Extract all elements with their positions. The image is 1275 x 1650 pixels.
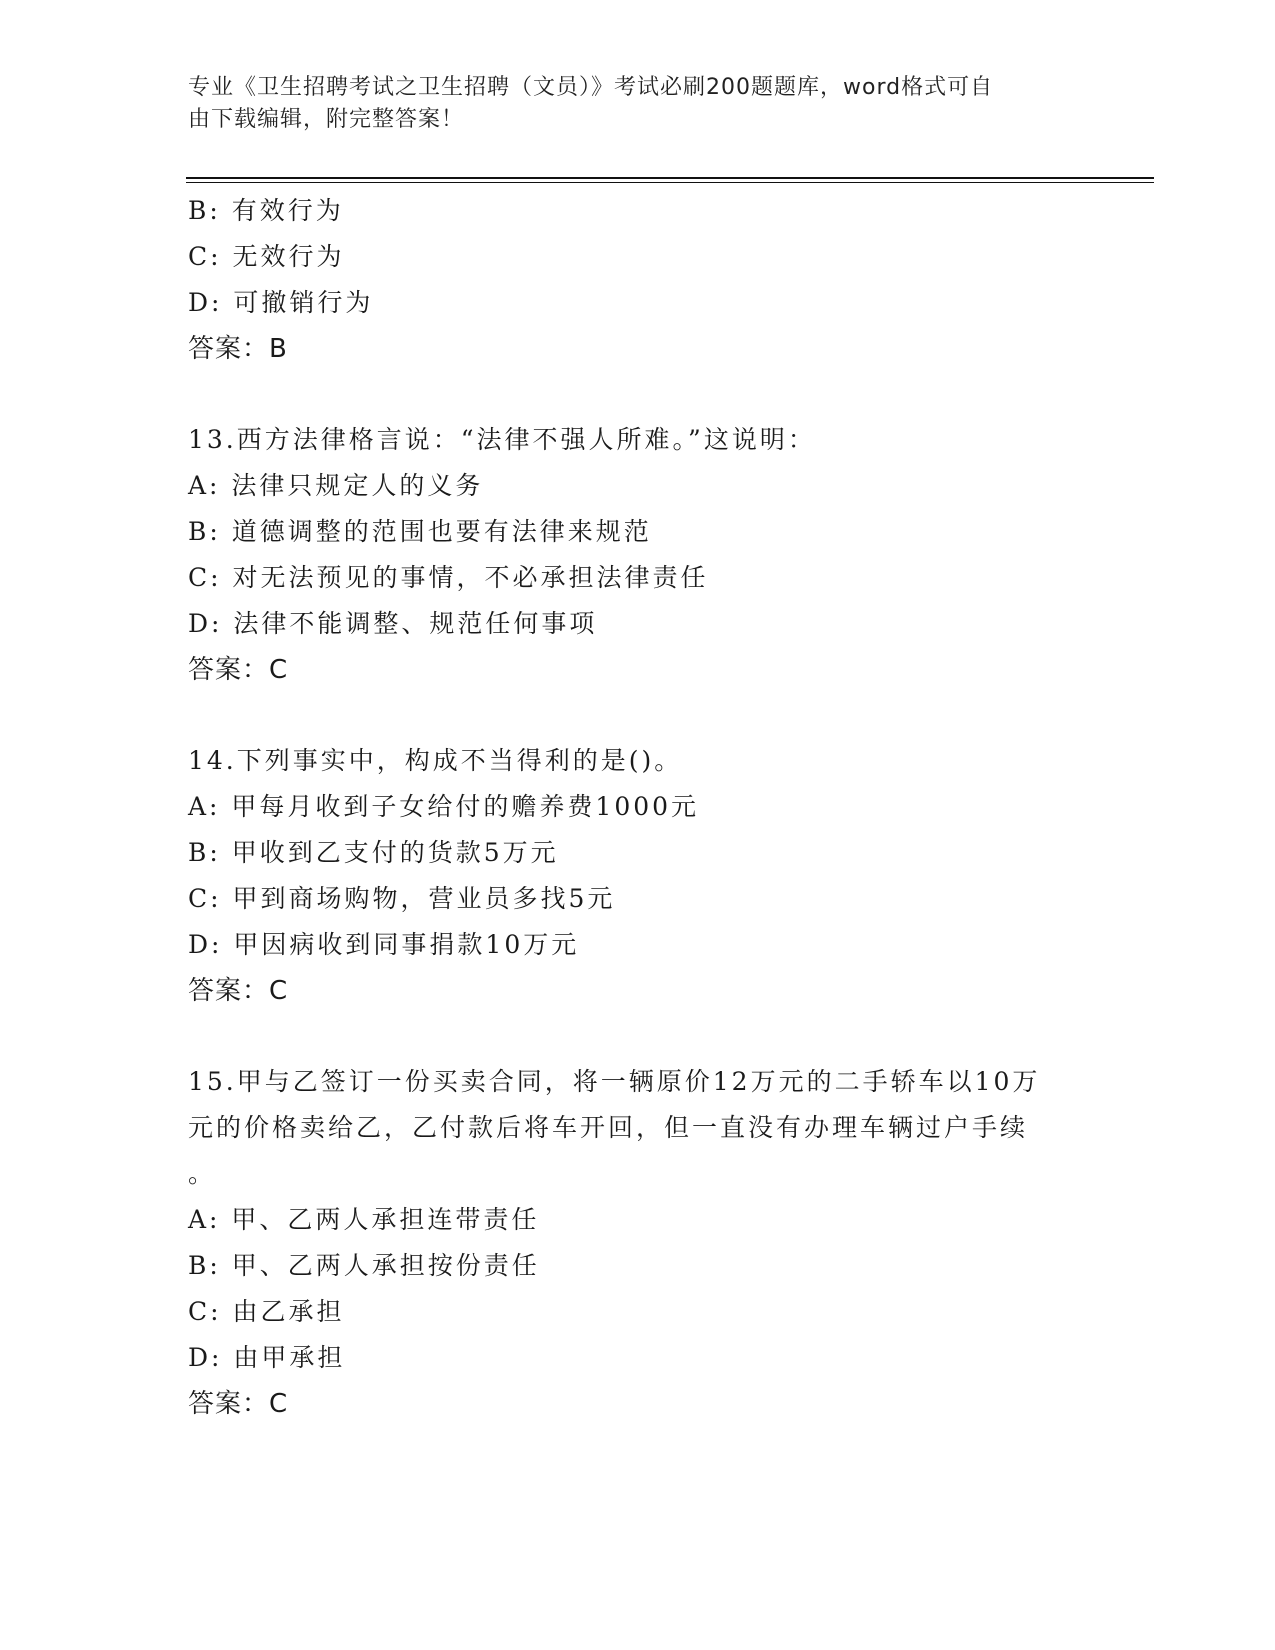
option-b: B: 甲收到乙支付的货款5万元 <box>188 838 559 867</box>
document-header <box>188 72 1068 136</box>
answer-line: 答案：C <box>188 976 289 1006</box>
question-13-block <box>188 417 1088 693</box>
header-rule-thick <box>186 177 1154 179</box>
question-12-block <box>188 188 1088 372</box>
answer-line: 答案：C <box>188 1389 289 1419</box>
option-d: D: 由甲承担 <box>188 1343 346 1372</box>
question-list <box>188 188 1088 1427</box>
option-b: B: 有效行为 <box>188 196 344 225</box>
header-line-1: 专业《卫生招聘考试之卫生招聘（文员）》考试必刷200题题库，word格式可自 <box>188 75 994 100</box>
question-text-line-3: 。 <box>188 1159 217 1188</box>
option-a: A: 法律只规定人的义务 <box>188 471 484 500</box>
question-spacer <box>188 693 1088 738</box>
question-spacer <box>188 1014 1088 1059</box>
question-15-block <box>188 1059 1088 1427</box>
option-a: A: 甲每月收到子女给付的赡养费1000元 <box>188 792 700 821</box>
option-b: B: 道德调整的范围也要有法律来规范 <box>188 517 652 546</box>
option-d: D: 法律不能调整、规范任何事项 <box>188 609 598 638</box>
question-text: 14.下列事实中，构成不当得利的是()。 <box>188 746 683 775</box>
option-b: B: 甲、乙两人承担按份责任 <box>188 1251 540 1280</box>
option-c: C: 甲到商场购物，营业员多找5元 <box>188 884 616 913</box>
question-text-line-1: 15.甲与乙签订一份买卖合同，将一辆原价12万元的二手轿车以10万 <box>188 1067 1041 1096</box>
option-c: C: 无效行为 <box>188 242 345 271</box>
option-a: A: 甲、乙两人承担连带责任 <box>188 1205 540 1234</box>
answer-line: 答案：B <box>188 334 288 364</box>
option-c: C: 对无法预见的事情，不必承担法律责任 <box>188 563 709 592</box>
header-line-2: 由下载编辑，附完整答案！ <box>188 107 465 132</box>
answer-line: 答案：C <box>188 655 289 685</box>
question-text: 13.西方法律格言说：“法律不强人所难。”这说明： <box>188 425 816 454</box>
question-14-block <box>188 738 1088 1014</box>
question-text-line-2: 元的价格卖给乙，乙付款后将车开回，但一直没有办理车辆过户手续 <box>188 1113 1029 1142</box>
option-c: C: 由乙承担 <box>188 1297 345 1326</box>
option-d: D: 可撤销行为 <box>188 288 374 317</box>
question-spacer <box>188 372 1088 417</box>
option-d: D: 甲因病收到同事捐款10万元 <box>188 930 580 959</box>
header-rule-thin <box>186 182 1154 183</box>
